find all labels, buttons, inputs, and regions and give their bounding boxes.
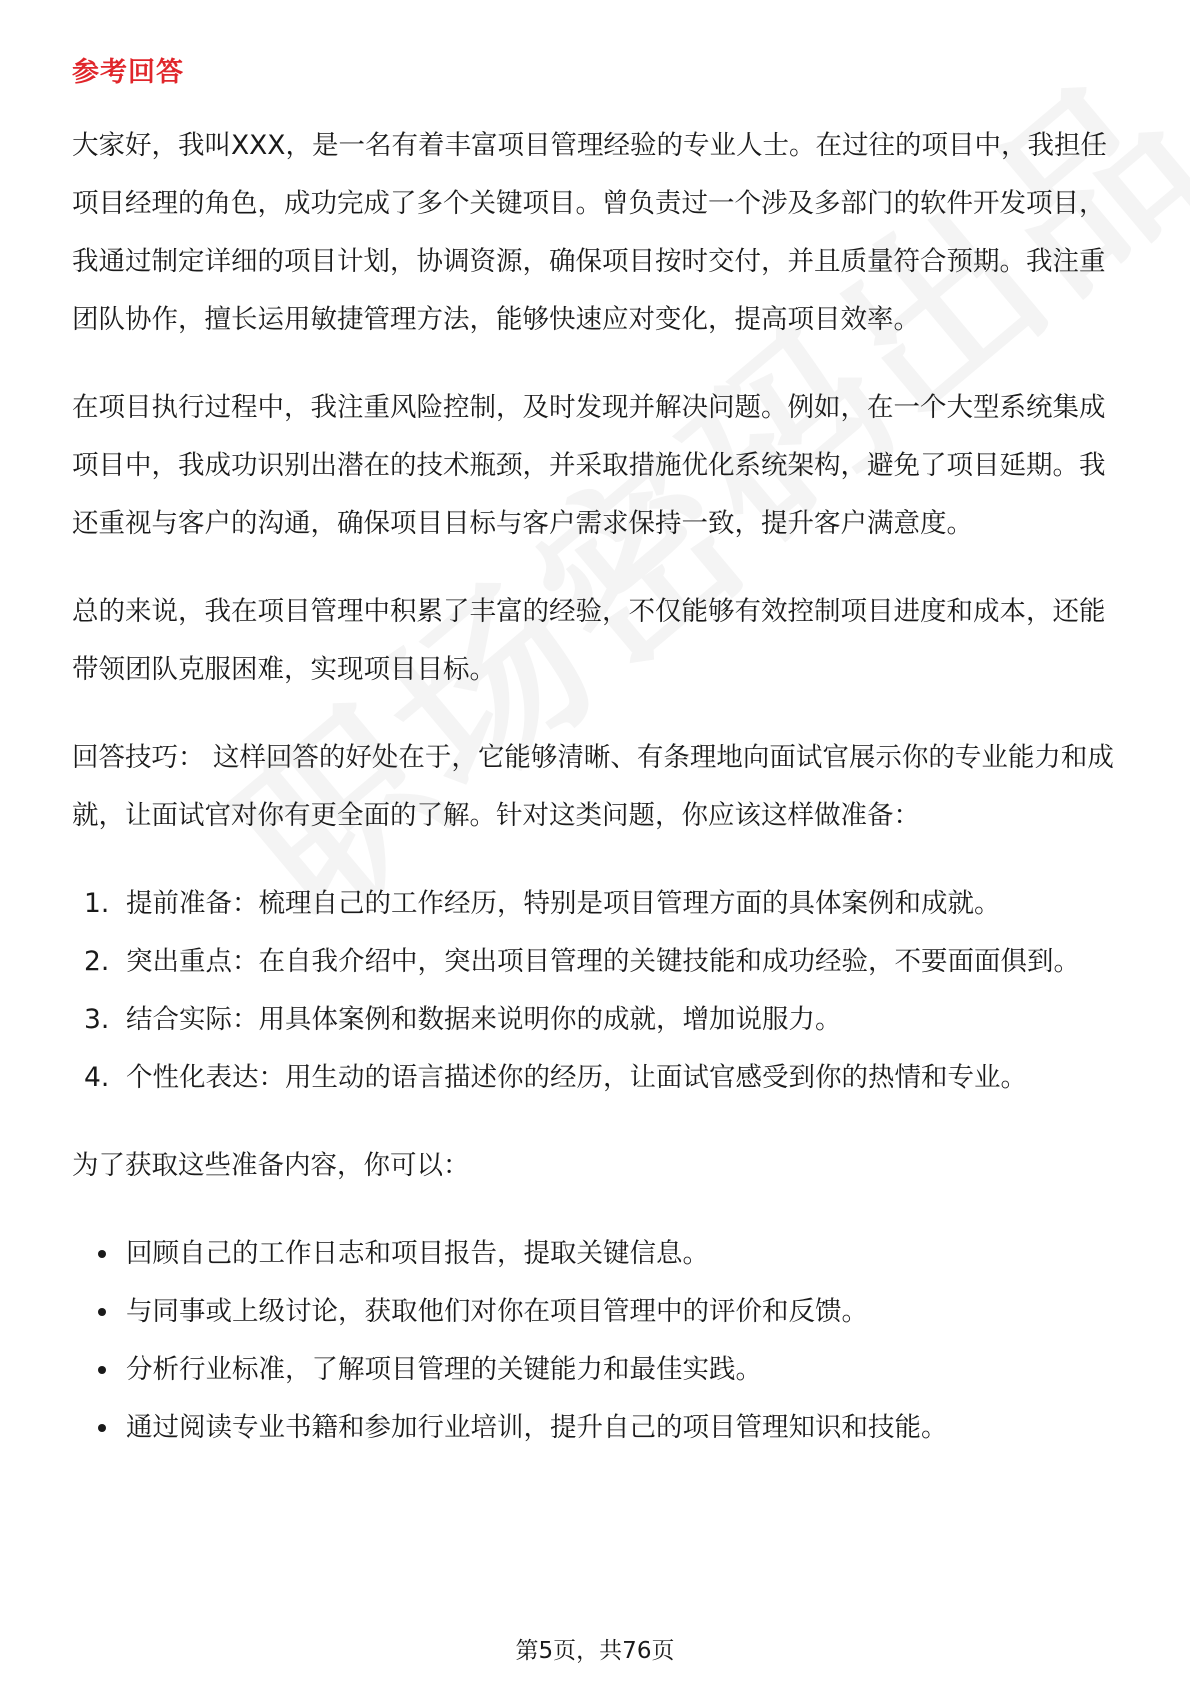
bullet-icon [98, 1366, 106, 1374]
list-item-text: 提前准备：梳理自己的工作经历，特别是项目管理方面的具体案例和成就。 [126, 888, 1001, 919]
list-item [72, 875, 1122, 933]
list-item [72, 1049, 1122, 1107]
bullet-icon [98, 1424, 106, 1432]
list-item-text: 个性化表达：用生动的语言描述你的经历，让面试官感受到你的热情和专业。 [126, 1062, 1027, 1093]
paragraph: 在项目执行过程中，我注重风险控制，及时发现并解决问题。例如，在一个大型系统集成项目中，我成功识别出潜在的技术瓶颈，并采取措施优化系统架构，避免了项目延期。我还重视与客户的沟通，确保项目目标与客户需求保持一致，提升客户满意度。 [72, 392, 1106, 539]
list-item [72, 1341, 1122, 1399]
list-item [72, 991, 1122, 1049]
list-item-text: 回顾自己的工作日志和项目报告，提取关键信息。 [126, 1238, 709, 1269]
list-number: 2. [84, 946, 110, 977]
list-item-text: 突出重点：在自我介绍中，突出项目管理的关键技能和成功经验，不要面面俱到。 [126, 946, 1080, 977]
list-number: 4. [84, 1062, 110, 1093]
paragraph: 总的来说，我在项目管理中积累了丰富的经验，不仅能够有效控制项目进度和成本，还能带领团队克服困难，实现项目目标。 [72, 596, 1106, 685]
numbered-list [72, 875, 1122, 1107]
tips-paragraph: 回答技巧： 这样回答的好处在于，它能够清晰、有条理地向面试官展示你的专业能力和成就，让面试官对你有更全面的了解。针对这类问题，你应该这样做准备： [72, 742, 1114, 831]
answer-content [72, 117, 1122, 1457]
list-item-text: 分析行业标准，了解项目管理的关键能力和最佳实践。 [126, 1354, 762, 1385]
bullet-intro: 为了获取这些准备内容，你可以： [72, 1150, 470, 1181]
list-item-text: 通过阅读专业书籍和参加行业培训，提升自己的项目管理知识和技能。 [126, 1412, 948, 1443]
list-item [72, 933, 1122, 991]
list-number: 3. [84, 1004, 110, 1035]
bullet-list [72, 1225, 1122, 1457]
list-item [72, 1399, 1122, 1457]
list-item-text: 结合实际：用具体案例和数据来说明你的成就，增加说服力。 [126, 1004, 842, 1035]
section-heading: 参考回答 [72, 57, 184, 88]
list-number: 1. [84, 888, 110, 919]
bullet-icon [98, 1250, 106, 1258]
bullet-icon [98, 1308, 106, 1316]
page-number: 第5页，共76页 [515, 1638, 675, 1664]
paragraph: 大家好，我叫XXX，是一名有着丰富项目管理经验的专业人士。在过往的项目中，我担任项目经理的角色，成功完成了多个关键项目。曾负责过一个涉及多部门的软件开发项目，我通过制定详细的项目计划，协调资源，确保项目按时交付，并且质量符合预期。我注重团队协作，擅长运用敏捷管理方法，能够快速应对变化，提高项目效率。 [72, 130, 1107, 335]
list-item-text: 与同事或上级讨论，获取他们对你在项目管理中的评价和反馈。 [126, 1296, 868, 1327]
list-item [72, 1225, 1122, 1283]
list-item [72, 1283, 1122, 1341]
